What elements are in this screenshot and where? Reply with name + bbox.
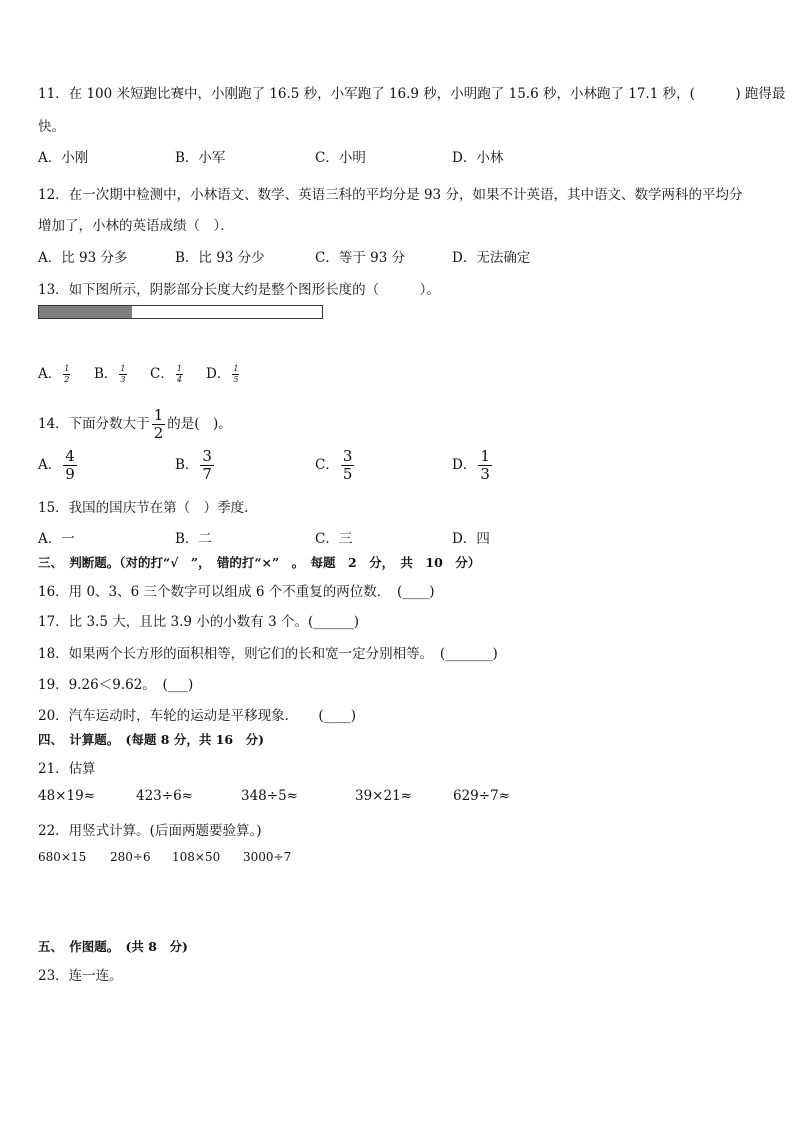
fraction-numerator: 1 — [233, 364, 239, 373]
fraction-numerator: 1 — [153, 406, 164, 424]
q21-item-2: 423÷6≈ — [136, 788, 193, 804]
fraction-denominator: 9 — [65, 465, 75, 483]
fraction-numerator: 1 — [64, 364, 70, 373]
q12-option-b[interactable]: B．比 93 分少 — [175, 250, 265, 266]
q14-option-a-label: A． — [38, 457, 62, 473]
q11-line2: 快。 — [38, 119, 65, 135]
q23-text: 23．连一连。 — [38, 968, 123, 984]
q13-option-c[interactable] — [150, 362, 185, 384]
fraction-denominator: 3 — [480, 465, 490, 483]
q12-line1: 12．在一次期中检测中，小林语文、数学、英语三科的平均分是 93 分，如果不计英语，其中语文、数学两科的平均分 — [38, 187, 743, 203]
q14-fraction — [152, 408, 166, 441]
q11-option-d[interactable]: D．小林 — [452, 150, 504, 166]
q14-option-a[interactable] — [38, 449, 79, 482]
fraction-numerator: 1 — [120, 364, 126, 373]
section-5-heading: 五、 作图题。 (共 8 分) — [38, 939, 188, 954]
q13-option-d[interactable] — [206, 362, 241, 384]
q11-line1: 11．在 100 米短跑比赛中，小刚跑了 16.5 秒，小军跑了 16.9 秒，小明跑了 15.6 秒，小林跑了 17.1 秒，( ) 跑得最 — [38, 86, 786, 102]
fraction-denominator: 2 — [64, 375, 70, 384]
q11-option-a[interactable]: A．小刚 — [38, 150, 89, 166]
fraction-denominator: 7 — [202, 465, 212, 483]
q20-text: 20．汽车运动时，车轮的运动是平移现象． (____) — [38, 708, 356, 724]
q14-option-c[interactable] — [315, 449, 356, 482]
q13-text: 13．如下图所示，阴影部分长度大约是整个图形长度的（ ）。 — [38, 282, 440, 298]
q13-option-c-label: C． — [150, 366, 174, 382]
q22-item-3: 108×50 — [172, 850, 221, 864]
q16-text: 16．用 0、3、6 三个数字可以组成 6 个不重复的两位数． (____) — [38, 584, 435, 600]
q14-option-d[interactable] — [452, 449, 494, 482]
q13-length-bar — [38, 305, 323, 319]
q17-text: 17．比 3.5 大，且比 3.9 小的小数有 3 个。(______) — [38, 614, 359, 630]
q21-title: 21．估算 — [38, 761, 96, 777]
q21-item-4: 39×21≈ — [355, 788, 412, 804]
q18-text: 18．如果两个长方形的面积相等，则它们的长和宽一定分别相等。 (_______) — [38, 646, 498, 662]
q13-option-b[interactable] — [94, 362, 129, 384]
q13-option-d-label: D． — [206, 366, 231, 382]
q14-option-b-fraction — [200, 449, 214, 482]
q14-suffix: 的是( )。 — [167, 416, 232, 432]
q13-shaded-part — [39, 306, 132, 318]
q21-item-1: 48×19≈ — [38, 788, 95, 804]
q13-option-a-label: A． — [38, 366, 62, 382]
q14-option-d-label: D． — [452, 457, 477, 473]
q15-option-a[interactable]: A．一 — [38, 531, 75, 547]
section-3-heading: 三、 判断题。（对的打“√ ”， 错的打“×” 。 每题 2 分， 共 10 分） — [38, 555, 481, 570]
fraction-denominator: 2 — [153, 424, 164, 442]
section-4-heading: 四、 计算题。 (每题 8 分，共 16 分) — [38, 732, 264, 747]
fraction-numerator: 3 — [342, 447, 353, 465]
q13-option-a[interactable] — [38, 362, 72, 384]
q14-prefix: 14．下面分数大于 — [38, 416, 150, 432]
q12-option-d[interactable]: D．无法确定 — [452, 250, 531, 266]
q15-option-b[interactable]: B．二 — [175, 531, 212, 547]
q22-title: 22．用竖式计算。(后面两题要验算。) — [38, 823, 262, 839]
q13-option-a-fraction — [63, 365, 70, 384]
q22-item-4: 3000÷7 — [243, 850, 292, 864]
q13-option-b-label: B． — [94, 366, 118, 382]
fraction-numerator: 1 — [480, 447, 490, 465]
q14-option-c-fraction — [341, 449, 355, 482]
q22-item-2: 280÷6 — [110, 850, 151, 864]
q14-option-b[interactable] — [175, 449, 216, 482]
q14-option-a-fraction — [63, 449, 77, 482]
q22-item-1: 680×15 — [38, 850, 87, 864]
q15-text: 15．我国的国庆节在第（ ）季度． — [38, 500, 258, 516]
fraction-numerator: 4 — [65, 447, 75, 465]
q12-option-c[interactable]: C．等于 93 分 — [315, 250, 406, 266]
q21-item-5: 629÷7≈ — [453, 788, 510, 804]
q11-option-b[interactable]: B．小军 — [175, 150, 226, 166]
q13-option-d-fraction — [232, 365, 239, 384]
q12-line2: 增加了，小林的英语成绩（ ）． — [38, 218, 234, 234]
q13-option-c-fraction — [176, 365, 183, 384]
q12-option-a[interactable]: A．比 93 分多 — [38, 250, 128, 266]
q14-text — [38, 408, 232, 441]
q19-text: 19．9.26＜9.62。 (___) — [38, 677, 194, 693]
q15-option-c[interactable]: C．三 — [315, 531, 353, 547]
q14-option-b-label: B． — [175, 457, 199, 473]
fraction-denominator: 5 — [342, 465, 353, 483]
fraction-numerator: 1 — [176, 364, 182, 373]
fraction-denominator: 4 — [176, 375, 182, 384]
q15-option-d[interactable]: D．四 — [452, 531, 490, 547]
q14-option-c-label: C． — [315, 457, 339, 473]
fraction-denominator: 3 — [120, 375, 126, 384]
fraction-numerator: 3 — [202, 447, 212, 465]
q13-option-b-fraction — [119, 365, 126, 384]
fraction-denominator: 5 — [233, 375, 239, 384]
q21-item-3: 348÷5≈ — [241, 788, 298, 804]
q14-option-d-fraction — [478, 449, 492, 482]
q11-option-c[interactable]: C．小明 — [315, 150, 366, 166]
